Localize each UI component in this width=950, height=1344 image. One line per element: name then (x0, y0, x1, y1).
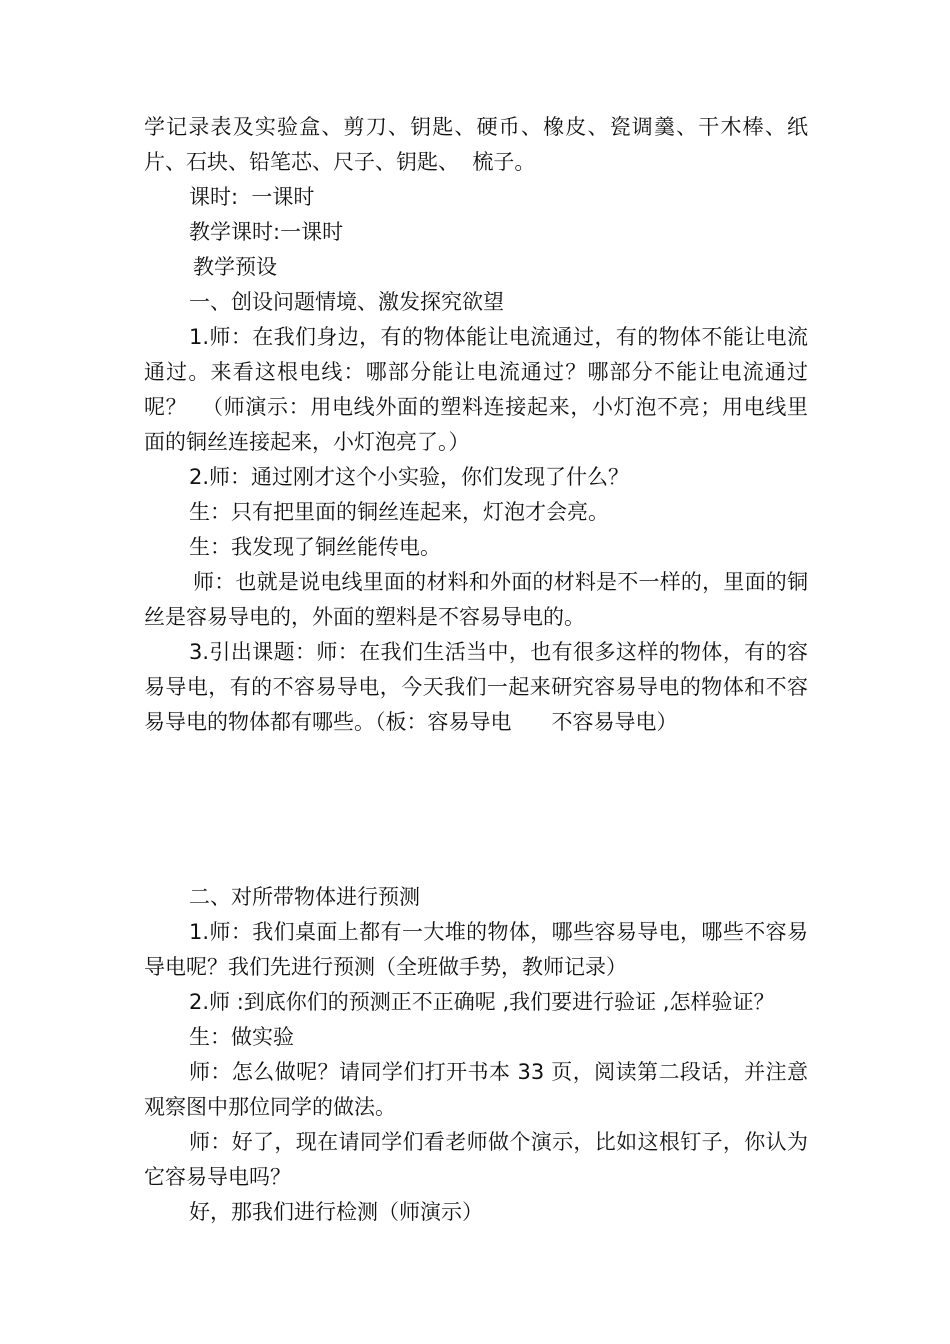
paragraph-student-experiment: 生：做实验 (189, 1025, 294, 1049)
paragraph-demo-start: 好，那我们进行检测（师演示） (189, 1200, 483, 1224)
teaching-plan-heading: 教学预设 (193, 255, 277, 279)
section-spacer (144, 740, 808, 880)
paragraph-student-answer-1: 生：只有把里面的铜丝连起来，灯泡才会亮。 (189, 500, 609, 524)
paragraph-verification-question: 2.师 :到底你们的预测正不正确呢 ,我们要进行验证 ,怎样验证？ (189, 990, 775, 1014)
teaching-duration: 教学课时:一课时 (189, 220, 344, 244)
lesson-duration: 课时: 一课时 (189, 185, 315, 209)
paragraph-teacher-summary: 师：也就是说电线里面的材料和外面的材料是不一样的，里面的铜丝是容易导电的，外面的塑料是不容易导电的。 (144, 570, 808, 629)
paragraph-student-answer-2: 生：我发现了铜丝能传电。 (189, 535, 441, 559)
paragraph-teacher-question: 2.师：通过刚才这个小实验，你们发现了什么？ (189, 465, 630, 489)
document-body (144, 110, 808, 1230)
paragraph-prediction: 1.师：我们桌面上都有一大堆的物体，哪些容易导电，哪些不容易导电呢？我们先进行预测（全班做手势，教师记录） (144, 920, 808, 979)
paragraph-teacher-intro: 1.师：在我们身边，有的物体能让电流通过，有的物体不能让电流通过。来看这根电线：哪部分能让电流通过？哪部分不能让电流通过呢？ （师演示：用电线外面的塑料连接起来，小灯泡不亮；用电线里面的铜丝连接起来，小灯泡亮了。） (144, 325, 808, 454)
materials-paragraph: 学记录表及实验盒、剪刀、钥匙、硬币、橡皮、瓷调羹、干木棒、纸片、石块、铅笔芯、尺子、钥匙、 梳子。 (144, 115, 808, 174)
paragraph-demo-question: 师：好了，现在请同学们看老师做个演示，比如这根钉子，你认为它容易导电吗？ (144, 1130, 808, 1189)
paragraph-topic-intro: 3.引出课题：师：在我们生活当中，也有很多这样的物体，有的容易导电，有的不容易导电，今天我们一起来研究容易导电的物体和不容易导电的物体都有哪些。（板：容易导电 不容易导电） (144, 640, 808, 734)
paragraph-book-instruction: 师：怎么做呢？请同学们打开书本 33 页，阅读第二段话，并注意观察图中那位同学的做法。 (144, 1060, 808, 1119)
section-one-heading: 一、创设问题情境、激发探究欲望 (189, 290, 504, 314)
section-two-heading: 二、对所带物体进行预测 (189, 885, 420, 909)
